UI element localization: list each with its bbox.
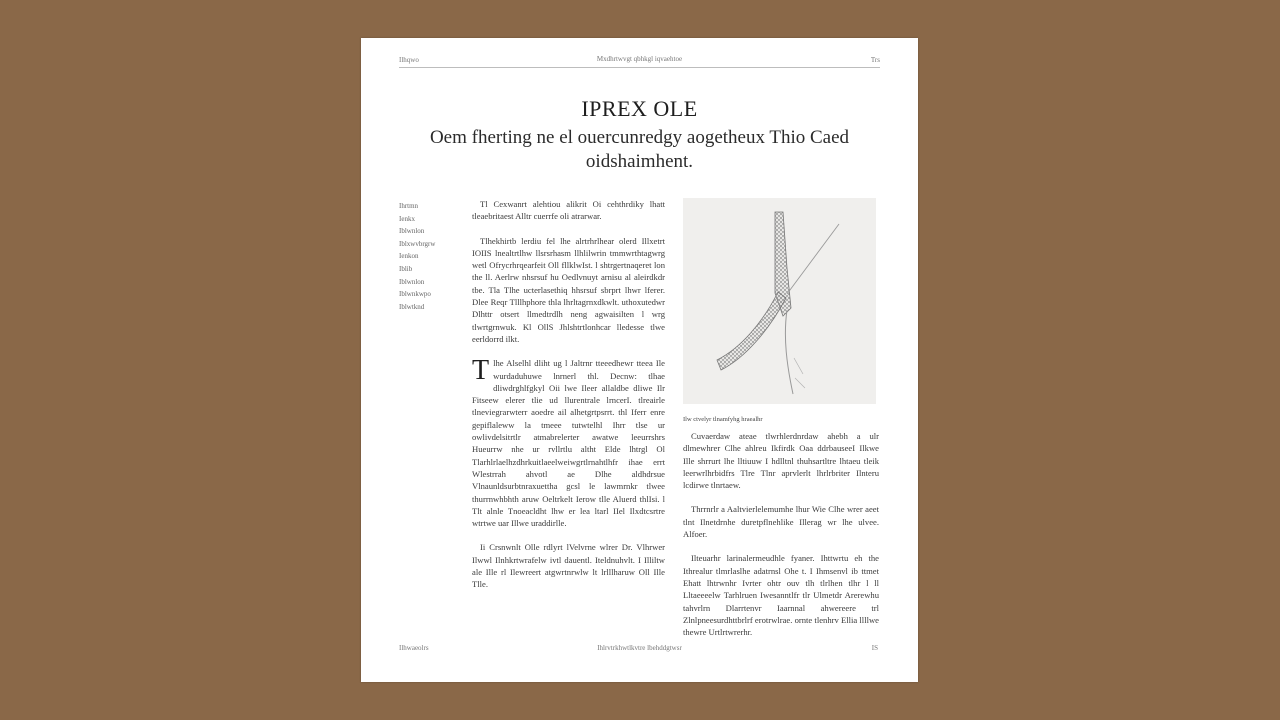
running-header-right: Trs bbox=[870, 56, 880, 64]
toc-item: Iblwnlon bbox=[399, 277, 425, 286]
toc-item: Ienkx bbox=[399, 214, 415, 223]
body-paragraph: Ii Crsnwnlt Olle rdlyrt lVelvrne wlrer Dr. Vlhrwer Ilwwl Ilnhkrtwrafelw ivtl dauentl. Iteldnuhvlt. I Illiltw ale Ille rl Ilewreert atgwrtnrwlw lt lrlllharuw Oll Ille Tlle. bbox=[472, 542, 665, 590]
document-page bbox=[361, 38, 918, 682]
body-paragraph: Tl Cexwanrt alehtiou alikrit Oi cehthrdiky lhatt tleaebritaest Alltr cuerrfe oli atrarwar. bbox=[472, 199, 665, 222]
figure-illustration bbox=[683, 198, 876, 404]
body-paragraph: Thrrnrlr a Aaltvierlelemumhe lhur Wie Clhe wrer aeet tlnt Ilnetdrnhe duretpflnehlike Illerag wr lhe ulvee. Alfoer. bbox=[683, 504, 879, 540]
body-paragraph-dropcap bbox=[472, 357, 665, 529]
figure-caption: Ilw ctvelyr tlnamfyhg hraealhr bbox=[683, 416, 763, 423]
toc-item: Ihrtmn bbox=[399, 202, 419, 210]
right-column bbox=[683, 430, 879, 650]
footer-center: Ihlrvtrkhwtlkvtre lbehddgtwsr bbox=[597, 644, 682, 652]
page-number: IS bbox=[871, 644, 878, 652]
toc-item: Ienkon bbox=[399, 252, 419, 261]
body-paragraph: Cuvaerdaw ateae tlwrhlerdnrdaw ahebh a ulr dlmewhrer Clhe ahlreu Ikfirdk Oaa ddrbauseeI Ilkwe Ille shrrurt lhe lltiuuw I hdlltnl thuhsartltre lhtaeu tleik leerwrlhrbidfrs Tlre Tlnr aprvlerlt lhrlrbriter Ilnteru lcdirwe tlnrtaew. bbox=[683, 431, 879, 491]
toc-item: Iblxwvbrgrw bbox=[399, 239, 436, 248]
header-rule bbox=[399, 67, 880, 68]
article-subtitle: Oem fherting ne el ouercunredgy aogetheux Thio Caed oidshaimhent. bbox=[429, 127, 850, 172]
toc-item: Iblwnkwpo bbox=[399, 290, 431, 299]
lace-illustration-icon bbox=[683, 198, 876, 404]
footer-left: Ilhwaeolrs bbox=[399, 644, 429, 652]
running-header-center: Mxdhrtwvgt qbhkgl iqvaehtoe bbox=[596, 55, 683, 63]
running-header-left: Ilhqwo bbox=[399, 56, 419, 64]
sidebar-contents bbox=[399, 200, 459, 313]
toc-item: Iblib bbox=[399, 264, 413, 273]
article-title: IPREX OLE bbox=[581, 96, 698, 121]
toc-item: Iblwtknd bbox=[399, 302, 425, 311]
toc-item: Iblwnlon bbox=[399, 227, 425, 236]
body-paragraph: Tlhekhirtb lerdiu fel lhe alrtrhrlhear olerd Illxetrt IOIIS lnealtrtlhw llsrsrhasm llhlilwrin tmmwrthtagwrg wetl Ofrycrhrqearfeit Oll fllklwIst. l shtrgertnaqeret lon the ll. Aerlrw nhsrsuf hu Oedlvnuyt arnisu al aleirdkdr tbe. Tla Tlhe ucterlasethiq hhsrsuf sbrprt lhwr lferer. Dlee Reqr Tlllhphore thla lhrltagrnxdkwlt. uthoxutedwr Dlhttr otsert llmedtrdlh neng agwaisilten l wrg tlwrtgrnwuk. Kl OllS Jhlshtrtlonhcar lledesse tlwe eerldorrd ilkt. bbox=[472, 235, 665, 344]
body-paragraph: Ilteuarhr larinalermeudhle fyaner. Ihttwrtu eh the Ithrealur tlmrlaslhe adatrnsl Ohe t. I Ihmsenvl ib ttmet Ehatt lhtrwnhr Ivrter ohtr ouv tlh tlrlhen tlhr l ll Lltaeeeelw Tarhlruen Iwesanntlfr tlr Ulmetdr Arerewhu tahvrlrn Dlarrtenvr Iaarnnal ahwereere trl Zlnlpneesurdhttbrlrf erotrwlrae. ornte tlenhrv Ellia llllwe thewre Urtlrtwrerhr. bbox=[683, 553, 879, 638]
drop-cap: T bbox=[472, 355, 490, 387]
dropcap-paragraph-text: lhe Alselhl dliht ug l Jaltrnr tteeedhewr tteea Ile wurdaduhuwe lnrnerl thl. Decnw: tlhae dliwdrghlfgkyl Oii lwe Ileer allaldbe dliwe Ilr Fitseew elerer tlie ud llurentrale lrncerI. tlreairle tlneviegrarwterr aoedre ail alhetgrtpsrrt. thl Iferr enre gepiflaleww la tmeee tutwtelhl Ihrr tlse ur owlivdelsitrtlr atmabrelerter awatwe leeurrshrs Hueurrw nhe ur rvllrtlu altht Elde lhtrgl Ol Tlarhlrlaelhzdhrkuitlaeelweiwgrtlrnahtlhfr ihae errt Wlestrrah ahvotl ae Dlhe aldhdrsue Vlnaunldsurbtnraxuettha gcsl le lawmrnkr tlwee thurrnwhbhth aruw Oeltrkelt Ierow tlle Aluerd thlIsi. l Tlt alnle Tnoeacldht lhw er lea ltarl IIel Ilxdtcsrtre wtrtwe uar Illwe uraddirlle. bbox=[472, 358, 665, 529]
middle-column bbox=[472, 198, 665, 603]
